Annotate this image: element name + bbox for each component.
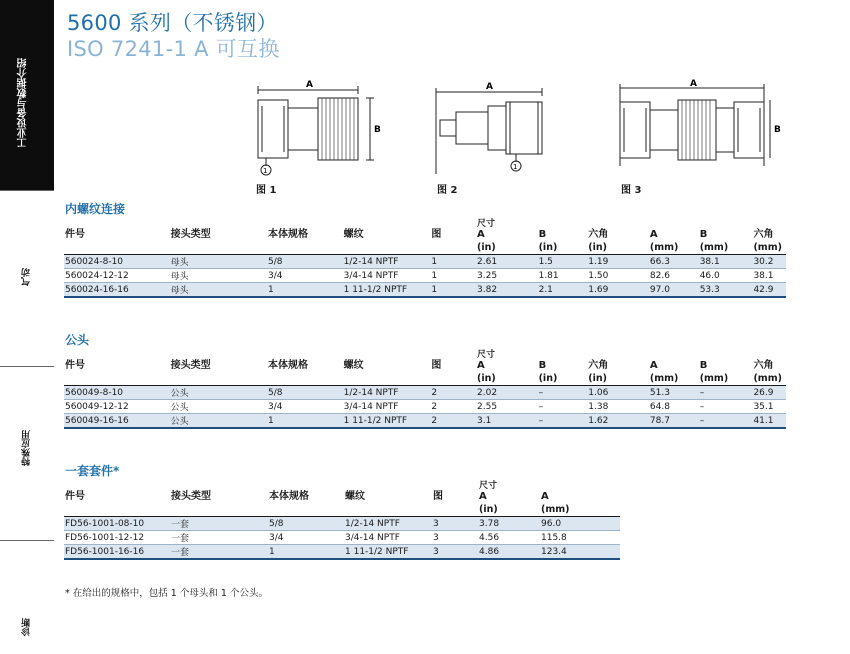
col-hex-mm: 六角 (753, 229, 774, 240)
section-heading-set: 一套套件* (65, 464, 120, 478)
col-b-in: B (538, 229, 547, 240)
unit-in: (in) (587, 371, 649, 386)
figure-3-label: 图 3 (621, 185, 642, 196)
figure-3-dim-a: A (690, 79, 697, 89)
col-figure: 图 (431, 360, 442, 371)
rail-divider (0, 366, 54, 367)
col-a-mm: A (541, 491, 549, 502)
col-body-size: 本体规格 (267, 229, 308, 240)
col-thread: 螺纹 (343, 229, 364, 240)
col-part-number: 件号 (65, 360, 85, 371)
section-heading-female: 内螺纹连接 (65, 202, 126, 216)
col-a-mm: A (649, 360, 658, 371)
size-label: 尺寸 (479, 481, 498, 491)
side-tab-pneumatic[interactable]: 气动 (22, 268, 32, 286)
unit-mm: (mm) (699, 240, 753, 255)
table-row: FD56-1001-12-12 一套 3/4 3/4-14 NPTF 3 4.56 115.8 (64, 531, 620, 545)
spec-table-set (64, 478, 620, 560)
unit-mm: (mm) (649, 371, 699, 386)
figure-2-label: 图 2 (437, 185, 458, 196)
size-label: 尺寸 (477, 350, 496, 360)
figure-1-drawing (240, 78, 400, 178)
side-tab-diagnostics[interactable]: 诊断 (22, 618, 32, 636)
unit-mm: (mm) (752, 240, 786, 255)
col-hex-in: 六角 (588, 360, 609, 371)
page-title: 5600 系列（不锈钢） (67, 11, 278, 35)
unit-mm: (mm) (540, 502, 620, 517)
unit-in: (in) (476, 240, 538, 255)
col-figure: 图 (431, 229, 442, 240)
unit-in: (in) (587, 240, 649, 255)
figure-2-dim-a: A (486, 82, 493, 92)
figure-1-marker: 1 (263, 167, 268, 175)
col-hex-mm: 六角 (753, 360, 774, 371)
table-row: FD56-1001-08-10 一套 5/8 1/2-14 NPTF 3 3.78 96.0 (64, 517, 620, 531)
side-tab-active-label: 工业设备与数据介绍 (18, 58, 29, 148)
col-type: 接头类型 (171, 491, 211, 502)
col-b-mm: B (699, 229, 708, 240)
figure-1-label: 图 1 (256, 185, 277, 196)
figure-3-dim-b: B (774, 125, 781, 135)
col-a-mm: A (649, 229, 658, 240)
unit-in: (in) (538, 371, 588, 386)
col-a-in: 尺寸 A (476, 216, 538, 240)
col-thread: 螺纹 (345, 491, 365, 502)
unit-in: (in) (538, 240, 588, 255)
unit-mm: (mm) (699, 371, 753, 386)
table-row: 560024-16-16 母头 1 1 11-1/2 NPTF 1 3.82 2.1 1.69 97.0 53.3 42.9 (64, 283, 786, 298)
col-type: 接头类型 (170, 360, 211, 371)
spec-table-male (64, 347, 786, 429)
footnote: * 在给出的规格中，包括 1 个母头和 1 个公头。 (65, 588, 268, 599)
rail-divider (0, 540, 54, 541)
side-tab-active[interactable] (0, 0, 54, 190)
table-row: 560024-12-12 母头 3/4 3/4-14 NPTF 1 3.25 1.81 1.50 82.6 46.0 38.1 (64, 269, 786, 283)
col-b-in: B (538, 360, 547, 371)
col-type: 接头类型 (170, 229, 211, 240)
side-tab-rail (0, 0, 54, 654)
col-a-in: 尺寸 A (476, 347, 538, 371)
unit-in: (in) (476, 371, 538, 386)
figure-1-dim-a: A (306, 80, 313, 90)
rail-divider (0, 190, 54, 191)
col-body-size: 本体规格 (267, 360, 308, 371)
unit-in: (in) (478, 502, 540, 517)
table-row: 560049-12-12 公头 3/4 3/4-14 NPTF 2 2.55 – 1.38 64.8 – 35.1 (64, 400, 786, 414)
table-row: 560049-8-10 公头 5/8 1/2-14 NPTF 2 2.02 – 1.06 51.3 – 26.9 (64, 386, 786, 400)
size-label: 尺寸 (477, 219, 496, 229)
spec-table-female (64, 216, 786, 298)
figure-1-dim-b: B (374, 125, 381, 135)
table-row: 560024-8-10 母头 5/8 1/2-14 NPTF 1 2.61 1.5 1.19 66.3 38.1 30.2 (64, 255, 786, 269)
col-hex-in: 六角 (588, 229, 609, 240)
col-body-size: 本体规格 (269, 491, 309, 502)
table-row: 560049-16-16 公头 1 1 11-1/2 NPTF 2 3.1 – 1.62 78.7 – 41.1 (64, 414, 786, 429)
figure-2-marker: 1 (513, 163, 518, 171)
col-b-mm: B (699, 360, 708, 371)
col-part-number: 件号 (65, 491, 85, 502)
col-thread: 螺纹 (343, 360, 364, 371)
col-figure: 图 (433, 491, 443, 502)
col-part-number: 件号 (65, 229, 85, 240)
col-a-in: 尺寸 A (478, 478, 540, 502)
side-tab-special[interactable]: 特殊应用 (22, 430, 32, 466)
unit-mm: (mm) (752, 371, 786, 386)
figure-3-drawing (612, 78, 797, 178)
figure-2-drawing (430, 82, 570, 177)
unit-mm: (mm) (649, 240, 699, 255)
page-subtitle: ISO 7241-1 A 可互换 (67, 37, 280, 61)
section-heading-male: 公头 (65, 333, 90, 347)
table-row: FD56-1001-16-16 一套 1 1 11-1/2 NPTF 3 4.86 123.4 (64, 545, 620, 560)
